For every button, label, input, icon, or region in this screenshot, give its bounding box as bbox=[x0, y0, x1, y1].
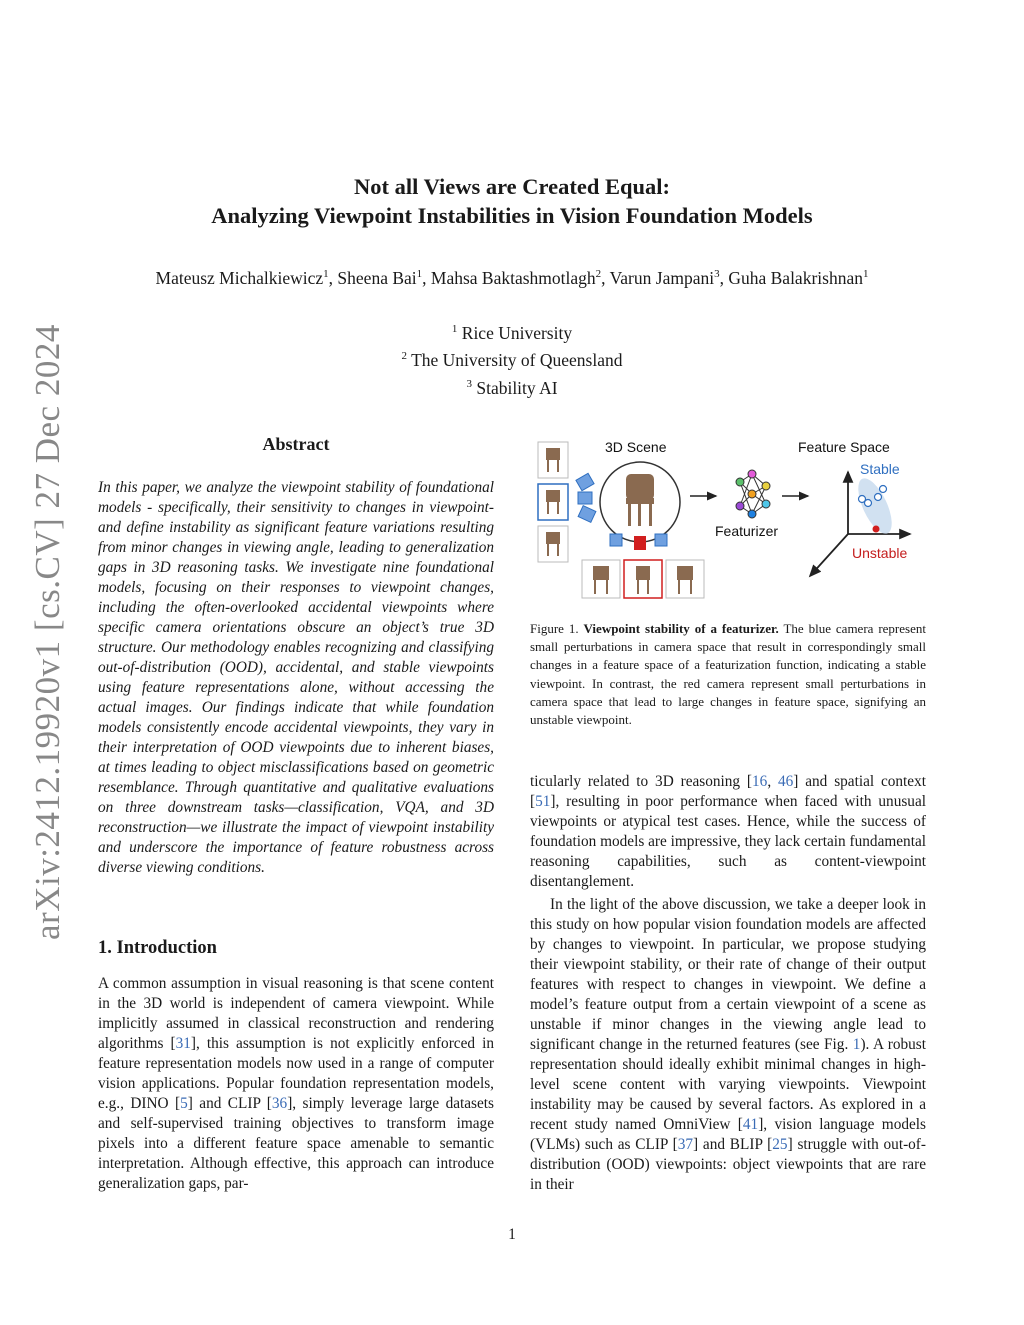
page-number: 1 bbox=[508, 1226, 516, 1243]
affiliation: $^2$ The University of Queensland bbox=[401, 350, 623, 371]
intro-paragraph-1-continued: ticularly related to 3D reasoning [16, 46] and spatial context [51], resulting in poor performance when faced with unusual viewpoints or atypical test cases. Hence, while the success of foundation models are impressive, they lack certain fundamental reasoning capabilities, such as content-viewpoint disentanglement. bbox=[530, 773, 926, 890]
left-view-thumbnails bbox=[538, 442, 568, 562]
citation-link[interactable]: 37 bbox=[677, 1136, 694, 1153]
figure-ref-link[interactable]: 1 bbox=[852, 1036, 861, 1053]
bottom-view-thumbnails bbox=[582, 560, 704, 598]
label-feature-space: Feature Space bbox=[798, 439, 890, 455]
citation-link[interactable]: 36 bbox=[271, 1095, 288, 1112]
author: Varun Jampani$^3$, bbox=[609, 268, 729, 288]
citation-link[interactable]: 16 bbox=[752, 773, 768, 790]
label-3d-scene: 3D Scene bbox=[605, 439, 667, 455]
label-stable: Stable bbox=[860, 461, 900, 477]
red-camera bbox=[634, 536, 646, 550]
label-featurizer: Featurizer bbox=[715, 523, 779, 539]
affiliation: $^3$ Stability AI bbox=[466, 377, 558, 398]
abstract-text: In this paper, we analyze the viewpoint stability of foundational models - specifically, their sensitivity to changes in viewpoint- and define instability as significant feature variations resulting from minor changes in viewing angle, leading to generalization gaps in 3D reasoning tasks. We investigate nine foundational models, focusing on their responses to viewpoint changes, including the often-overlooked accidental viewpoints where specific camera orientations obscure an object’s true 3D structure. Our methodology enables recognizing and classifying out-of-distribution (OOD), accidental, and stable viewpoints using feature representations alone, without accessing the actual images. Our findings indicate that while foundation models consistently encode accidental viewpoints, they vary in their interpretation of OOD viewpoints due to inherent biases, at times leading to object misclassifications based on geometric resemblance. Through quantitative and qualitative evaluations on three downstream tasks—classification, VQA, and 3D reconstruction—we illustrate the impact of viewpoint instability and underscore the importance of feature robustness across diverse viewing conditions. bbox=[98, 479, 494, 876]
author: Guha Balakrishnan$^1$ bbox=[728, 268, 869, 288]
author: Mahsa Baktashmotlagh$^2$, bbox=[430, 268, 610, 288]
unstable-point bbox=[873, 526, 880, 533]
abstract-heading: Abstract bbox=[262, 434, 330, 454]
citation-link[interactable]: 51 bbox=[535, 793, 551, 810]
citation-link[interactable]: 46 bbox=[778, 773, 794, 790]
figure-1-caption: Figure 1. Viewpoint stability of a featurizer. The blue camera represent small perturbations in camera space that result in correspondingly small changes in a feature space of a featurization function, indicating a stable viewpoint. In contrast, the red camera represent small perturbations in camera space that lead to large changes in feature space, signifying an unstable viewpoint. bbox=[530, 621, 926, 728]
intro-paragraph-2: In the light of the above discussion, we take a deeper look in this study on how popular vision foundation models are affected by changes to viewpoint. In particular, we propose studying their viewpoint stability, or their rate of change of their output features with respect to changes in viewpoint. We define a model’s feature output from a certain viewpoint of a scene as unstable if minor changes in the viewing angle lead to significant change in the returned features (see Fig. 1). A robust representation should ideally exhibit minimal changes in high-level scene content with varying viewpoints. Viewpoint instability may be caused by several factors. As explored in a recent study named OmniView [41], vision language models (VLMs) such as CLIP [37] and BLIP [25] struggle with out-of-distribution (OOD) viewpoints: object viewpoints that are rare in their bbox=[530, 896, 926, 1193]
paper-title bbox=[0, 172, 1024, 230]
author: Mateusz Michalkiewicz$^1$, bbox=[155, 268, 338, 288]
chair-in-scene bbox=[626, 474, 654, 526]
affiliations bbox=[0, 318, 1024, 400]
title-line-1: Not all Views are Created Equal: bbox=[353, 174, 671, 199]
featurizer-network-icon bbox=[736, 470, 770, 518]
title-line-2: Analyzing Viewpoint Instabilities in Vision Foundation Models bbox=[211, 203, 813, 228]
citation-link[interactable]: 25 bbox=[772, 1136, 788, 1153]
arxiv-stamp: arXiv:2412.19920v1 [cs.CV] 27 Dec 2024 bbox=[28, 324, 67, 940]
section-heading-introduction: 1. Introduction bbox=[98, 938, 217, 958]
citation-link[interactable]: 5 bbox=[180, 1095, 188, 1112]
label-unstable: Unstable bbox=[852, 545, 908, 561]
citation-link[interactable]: 31 bbox=[175, 1035, 191, 1052]
affiliation: $^1$ Rice University bbox=[451, 322, 573, 343]
citation-link[interactable]: 41 bbox=[742, 1116, 759, 1133]
author-list bbox=[0, 268, 1024, 289]
figure-1-diagram bbox=[530, 436, 930, 604]
author: Sheena Bai$^1$, bbox=[337, 268, 431, 288]
intro-paragraph-1: A common assumption in visual reasoning is that scene content in the 3D world is independent of camera viewpoint. While implicitly assumed in classical reconstruction and rendering algorithms [31], this assumption is not explicitly enforced in feature representation models now used in a range of computer vision applications. Popular foundation representation models, e.g., DINO [5] and CLIP [36], simply leverage large datasets and self-supervised training objectives to transform image pixels into a different feature space amenable to semantic interpretation. Although effective, this approach can introduce generalization gaps, par- bbox=[98, 975, 494, 1192]
